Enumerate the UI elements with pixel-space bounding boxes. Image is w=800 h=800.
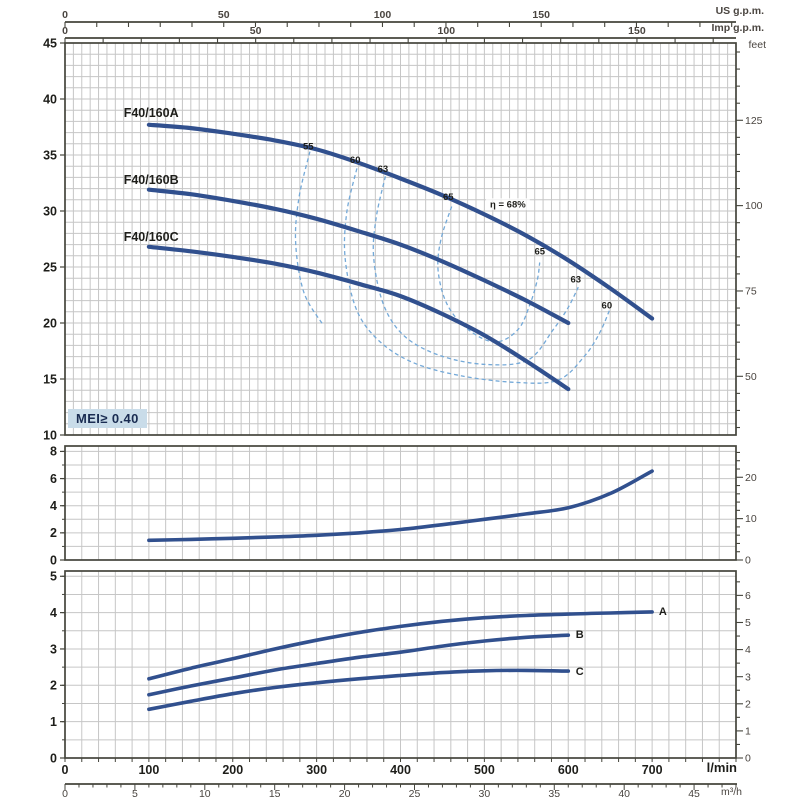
efficiency-label: 60 <box>349 154 361 166</box>
curve-name-label: F40/160B <box>123 173 179 188</box>
efficiency-label: 63 <box>570 274 582 286</box>
left-axis-tick-label: 30 <box>43 204 57 219</box>
left-axis-tick-label: 4 <box>50 499 57 514</box>
curve-name-label: F40/160C <box>123 230 179 245</box>
efficiency-label: A <box>658 606 667 619</box>
lmin-axis-tick-label: 300 <box>306 763 328 777</box>
lmin-axis-tick-label: 600 <box>557 763 579 777</box>
efficiency-label: C <box>575 666 584 679</box>
lmin-axis-tick-label: 700 <box>641 763 663 777</box>
feet-axis-label: feet <box>748 39 766 51</box>
efficiency-label: B <box>575 629 584 642</box>
m3h-axis-tick-label: 30 <box>478 788 491 800</box>
right-axis-tick-label: 20 <box>745 471 757 484</box>
us-gpm-axis-label: US g.p.m. <box>715 5 764 17</box>
curve-name-label: F40/160A <box>123 105 179 120</box>
imp-axis-tick-label: 0 <box>62 25 68 37</box>
right-axis-tick-label: 4 <box>745 644 751 657</box>
left-axis-tick-label: 45 <box>43 36 57 51</box>
m3h-axis-tick-label: 45 <box>688 788 700 800</box>
right-axis-tick-label: 100 <box>745 200 763 213</box>
efficiency-label: 65 <box>534 246 546 258</box>
efficiency-label: η = 68% <box>490 199 526 211</box>
left-axis-tick-label: 8 <box>50 444 57 459</box>
left-axis-tick-label: 25 <box>43 260 57 275</box>
left-axis-tick-label: 4 <box>50 605 57 620</box>
imp-axis-tick-label: 150 <box>628 25 646 37</box>
imp-gpm-axis-label: Imp g.p.m. <box>711 22 764 34</box>
left-axis-tick-label: 40 <box>43 92 57 107</box>
lmin-axis-tick-label: 200 <box>222 763 244 777</box>
m3h-axis-tick-label: 25 <box>408 788 421 800</box>
m3h-axis-tick-label: 20 <box>338 788 351 800</box>
efficiency-label: 63 <box>377 163 389 175</box>
right-axis-tick-label: 2 <box>745 698 751 711</box>
right-axis-tick-label: 75 <box>745 285 757 298</box>
left-axis-tick-label: 15 <box>43 372 57 387</box>
right-axis-tick-label: 125 <box>745 114 763 127</box>
imp-axis-tick-label: 50 <box>249 25 262 37</box>
us-axis-tick-label: 50 <box>217 9 230 21</box>
m3h-axis-tick-label: 35 <box>548 788 561 800</box>
right-axis-tick-label: 0 <box>745 752 751 765</box>
efficiency-label: 60 <box>601 300 613 312</box>
m3h-axis-tick-label: 15 <box>268 788 281 800</box>
lmin-axis-label: l/min <box>706 760 737 775</box>
right-axis-tick-label: 6 <box>745 589 751 602</box>
lmin-axis-tick-label: 0 <box>61 763 69 777</box>
right-axis-tick-label: 3 <box>745 671 751 684</box>
left-axis-tick-label: 0 <box>50 553 57 568</box>
us-axis-tick-label: 100 <box>373 9 392 21</box>
left-axis-tick-label: 20 <box>43 316 57 331</box>
lmin-axis-tick-label: 100 <box>138 763 160 777</box>
us-axis-tick-label: 0 <box>62 9 68 21</box>
left-axis-tick-label: 3 <box>50 642 57 657</box>
m3h-axis-tick-label: 0 <box>62 788 68 800</box>
right-axis-tick-label: 50 <box>745 370 757 383</box>
mei-badge: MEI≥ 0.40 <box>68 409 147 428</box>
m3h-axis-tick-label: 5 <box>131 788 138 800</box>
right-axis-tick-label: 1 <box>745 725 751 738</box>
efficiency-label: 55 <box>302 141 314 153</box>
left-axis-tick-label: 35 <box>43 148 57 163</box>
lmin-axis-tick-label: 500 <box>473 763 495 777</box>
efficiency-label: 65 <box>443 191 454 203</box>
left-axis-tick-label: 2 <box>50 678 57 693</box>
lmin-axis-tick-label: 400 <box>390 763 411 777</box>
m3h-axis-tick-label: 10 <box>198 788 211 800</box>
left-axis-tick-label: 10 <box>43 428 57 443</box>
left-axis-tick-label: 1 <box>50 714 57 729</box>
imp-axis-tick-label: 100 <box>437 25 456 37</box>
right-axis-tick-label: 0 <box>745 554 751 567</box>
left-axis-tick-label: 5 <box>50 569 57 584</box>
us-axis-tick-label: 150 <box>532 9 550 21</box>
right-axis-tick-label: 10 <box>745 513 757 526</box>
left-axis-tick-label: 6 <box>50 471 57 486</box>
right-axis-tick-label: 5 <box>745 617 751 630</box>
left-axis-tick-label: 2 <box>50 526 57 541</box>
efficiency-contour-65 <box>438 207 540 343</box>
m3h-axis-label: m³/h <box>721 786 742 798</box>
m3h-axis-tick-label: 40 <box>618 788 631 800</box>
left-axis-tick-label: 0 <box>50 751 57 766</box>
